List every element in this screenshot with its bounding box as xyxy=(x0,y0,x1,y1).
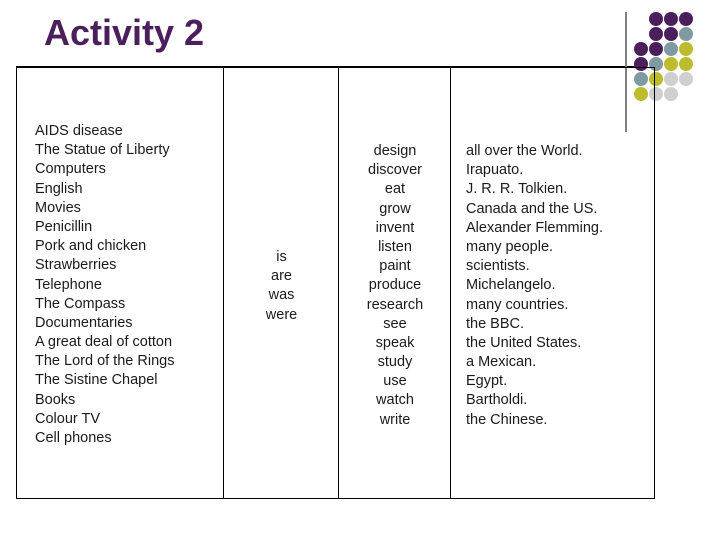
verb-list xyxy=(339,142,451,430)
decorative-dot xyxy=(679,72,693,86)
subject-item: Colour TV xyxy=(35,410,101,427)
decorative-dot xyxy=(649,27,663,41)
agent-item: Canada and the US. xyxy=(466,200,598,217)
decorative-dot xyxy=(664,12,678,26)
verb-item: grow xyxy=(379,200,411,217)
subject-item: The Lord of the Rings xyxy=(35,353,175,370)
verb-column xyxy=(339,68,451,498)
agent-item: a Mexican. xyxy=(466,354,537,371)
subject-item: A great deal of cotton xyxy=(35,334,173,351)
subject-item: Cell phones xyxy=(35,430,112,446)
agent-item: scientists. xyxy=(466,258,530,275)
subject-item: Books xyxy=(35,391,76,408)
agent-item: Michelangelo. xyxy=(466,277,556,294)
agent-item: the Chinese. xyxy=(466,411,548,428)
verb-item: discover xyxy=(368,162,422,179)
verb-item: invent xyxy=(375,219,415,236)
verb-item: eat xyxy=(384,181,406,198)
subject-item: Strawberries xyxy=(35,257,117,274)
subject-item: Computers xyxy=(35,161,106,178)
agent-column xyxy=(451,68,654,498)
verb-item: listen xyxy=(378,238,412,255)
agent-item: Bartholdi. xyxy=(466,392,528,409)
subject-list xyxy=(35,122,174,448)
subject-item: The Sistine Chapel xyxy=(35,372,158,389)
decorative-dot xyxy=(664,57,678,71)
decorative-dot xyxy=(649,12,663,26)
be-form-column xyxy=(224,68,339,498)
decorative-dot xyxy=(679,42,693,56)
agent-item: Alexander Flemming. xyxy=(466,219,603,236)
decorative-dot xyxy=(649,42,663,56)
decorative-dot xyxy=(679,12,693,26)
agent-item: Irapuato. xyxy=(466,162,524,179)
verb-item: research xyxy=(366,296,424,313)
agent-item: many countries. xyxy=(466,296,569,313)
subject-item: The Compass xyxy=(35,295,126,312)
agent-item: the BBC. xyxy=(466,315,525,332)
subject-item: Documentaries xyxy=(35,314,133,331)
be-form-list xyxy=(224,248,339,325)
agent-item: all over the World. xyxy=(466,143,583,159)
decorative-dot xyxy=(679,27,693,41)
verb-item: speak xyxy=(375,334,415,351)
decorative-dot xyxy=(664,27,678,41)
decorative-dot xyxy=(634,42,648,56)
subject-item: AIDS disease xyxy=(35,123,123,139)
be-form-item: are xyxy=(271,268,292,285)
agent-item: many people. xyxy=(466,238,554,255)
agent-item: the United States. xyxy=(466,334,582,351)
be-form-item: is xyxy=(276,249,287,265)
agent-item: Egypt. xyxy=(466,373,508,390)
activity-table xyxy=(16,67,655,499)
verb-item: paint xyxy=(379,258,411,275)
verb-item: see xyxy=(383,315,407,332)
subject-item: English xyxy=(35,180,83,197)
verb-item: use xyxy=(383,373,407,390)
subject-item: Telephone xyxy=(35,276,102,293)
decorative-dot xyxy=(679,57,693,71)
be-form-item: was xyxy=(268,287,295,304)
agent-item: J. R. R. Tolkien. xyxy=(466,181,568,198)
verb-item: write xyxy=(379,411,411,428)
decorative-dot xyxy=(664,72,678,86)
subject-item: Penicillin xyxy=(35,218,93,235)
decorative-dot xyxy=(664,42,678,56)
be-form-item: were xyxy=(265,306,298,323)
verb-item: produce xyxy=(368,277,422,294)
subject-item: Pork and chicken xyxy=(35,238,147,255)
verb-item: design xyxy=(373,143,417,159)
agent-list xyxy=(466,142,603,430)
verb-item: watch xyxy=(376,392,414,409)
subject-item: The Statue of Liberty xyxy=(35,142,170,159)
slide-title: Activity 2 xyxy=(44,12,205,53)
subject-item: Movies xyxy=(35,199,81,216)
verb-item: study xyxy=(377,354,413,371)
subject-column xyxy=(17,68,224,498)
decorative-dot xyxy=(664,87,678,101)
